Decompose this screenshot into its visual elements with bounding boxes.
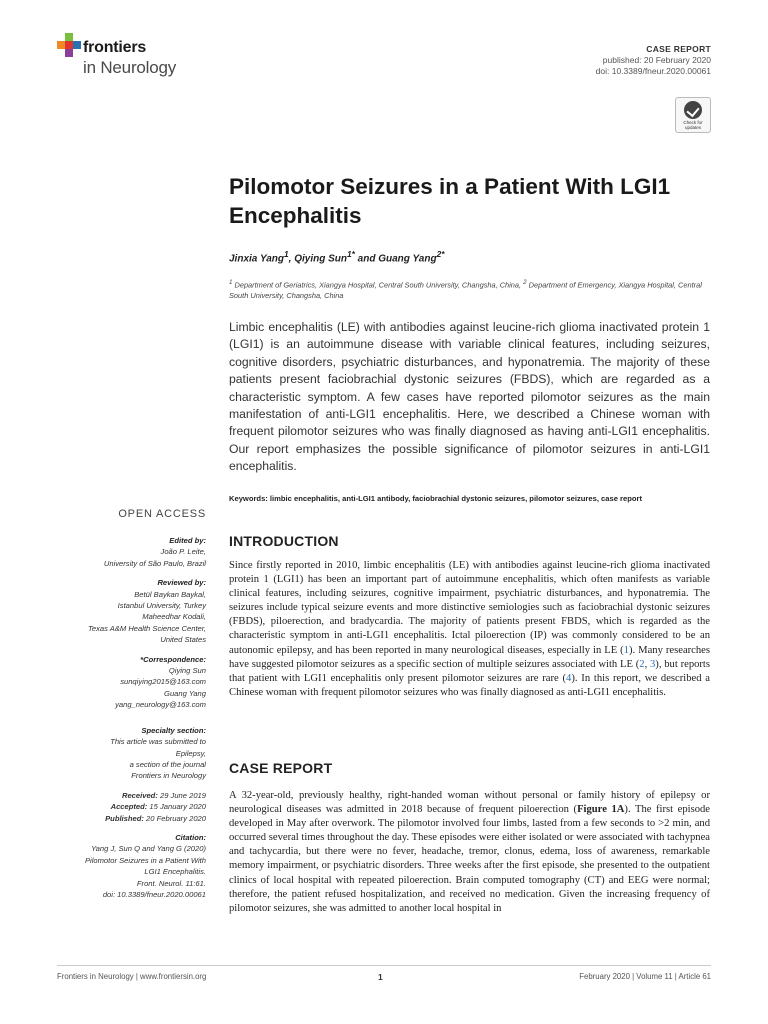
citation-label: Citation: [175, 832, 206, 842]
editor-name[interactable]: João P. Leite, [160, 547, 206, 557]
journal-logo [57, 33, 197, 81]
frontiers-logo-icon [57, 33, 81, 61]
correspondent-email-link[interactable]: yang_neurology@163.com [115, 700, 206, 710]
published-date: published: 20 February 2020 [602, 55, 711, 65]
author-name[interactable]: Jinxia Yang [229, 253, 285, 265]
affiliations [229, 277, 709, 301]
editor-affiliation: University of São Paulo, Brazil [103, 558, 206, 568]
case-report-paragraph: A 32-year-old, previously healthy, right-handed woman without personal or family history of epilepsy or neurological diseases was admitted in 2018 because of frequent piloerection (Figure 1A). The first episode developed in May after overwork. The pilomotor involved four limbs, lasted from a few seconds to >2 min, and occurred several times throughout the day. These episodes were either isolated or were associated with tachypnea and tachycardia, but there were no fever, headache, tremor, clonus, edema, loss of awareness, remarkable memory impairment, or psychiatric disorders. Three weeks after the first episode, she presented to the outpatient clinics of local hospital with repeated piloerection. Brain computed tomography (CT) and EEG were normal; therefore, the patient refused hospitalization, and received no medication. Given the increasing frequency of pilomotor seizures, she was admitted to another local hospital in [229, 790, 711, 914]
specialty-text: This article was submitted to [110, 737, 206, 747]
correspondent-name: Guang Yang [164, 688, 206, 698]
specialty-text: Frontiers in Neurology [131, 771, 206, 781]
open-access-label: OPEN ACCESS [118, 508, 206, 520]
reference-link[interactable]: 4 [566, 672, 572, 684]
footer-issue-info: February 2020 | Volume 11 | Article 61 [579, 972, 711, 981]
received-label: Received: [121, 790, 158, 800]
citation-text: Front. Neurol. 11:61. [136, 878, 206, 888]
author-name[interactable]: Guang Yang [378, 253, 437, 265]
citation-text: Yang J, Sun Q and Yang G (2020) [91, 844, 206, 854]
journal-subtitle: in Neurology [83, 58, 177, 77]
specialty-text: Epilepsy, [175, 748, 206, 758]
reviewed-by-label: Reviewed by: [157, 578, 206, 588]
accepted-date: Accepted: 15 January 2020 [110, 802, 206, 812]
doi-link[interactable]: doi: 10.3389/fneur.2020.00061 [595, 66, 711, 76]
citation-text: Pilomotor Seizures in a Patient With [84, 855, 206, 865]
citation-text: LGI1 Encephalitis. [144, 867, 206, 877]
introduction-heading: INTRODUCTION [229, 533, 339, 549]
sidebar-metadata [57, 535, 206, 900]
edited-by-label: Edited by: [169, 536, 206, 545]
author-superscript: 1 [284, 249, 289, 259]
footer-journal-link[interactable]: Frontiers in Neurology | www.frontiersin.org [57, 972, 207, 981]
reviewer-affiliation: Istanbul University, Turkey [117, 601, 206, 611]
affiliation-marker: 2 [523, 279, 527, 286]
reviewer-name[interactable]: Betül Baykan Baykal, [134, 589, 206, 599]
author-list [229, 249, 444, 264]
correspondent-name: Qiying Sun [168, 666, 206, 676]
affiliation-text: Department of Geriatrics, Xiangya Hospital, Central South University, Changsha, China, [232, 280, 524, 290]
received-date: Received: 29 June 2019 [121, 790, 206, 800]
journal-name: frontiers [83, 39, 147, 56]
checkmark-icon [684, 101, 702, 119]
article-title: Pilomotor Seizures in a Patient With LGI1 Encephalitis [229, 174, 671, 228]
reference-link[interactable]: 2 [639, 658, 645, 670]
author-superscript: 2* [436, 249, 445, 259]
specialty-text: a section of the journal [129, 759, 206, 769]
reference-link[interactable]: 1 [623, 644, 630, 656]
reviewer-affiliation: United States [160, 635, 206, 645]
author-name[interactable]: Qiying Sun [294, 253, 348, 265]
author-superscript: 1* [347, 249, 355, 259]
badge-label-2: updates [684, 125, 701, 130]
article-header-info [596, 44, 711, 77]
badge-label-1: Check for [683, 120, 703, 125]
correspondence-label: *Correspondence: [140, 654, 206, 664]
article-type: CASE REPORT [646, 44, 711, 54]
specialty-section-label: Specialty section: [141, 725, 206, 735]
citation-doi-link[interactable]: doi: 10.3389/fneur.2020.00061 [102, 889, 206, 899]
keywords: Keywords: limbic encephalitis, anti-LGI1 antibody, faciobrachial dystonic seizures, pilomotor seizures, case report [229, 494, 642, 503]
reviewer-name[interactable]: Maheedhar Kodali, [142, 612, 206, 622]
correspondent-email-link[interactable]: sunqiying2015@163.com [120, 677, 206, 687]
author-separator: , [288, 253, 295, 265]
page-number: 1 [378, 972, 383, 982]
published-label: Published: [105, 813, 144, 823]
reference-link[interactable]: 3 [650, 658, 656, 670]
abstract: Limbic encephalitis (LE) with antibodies against leucine-rich glioma inactivated protein 1 (LGI1) is an autoimmune disease with variable clinical features, including seizures, cognitive disorders, psychiatric disturbances, and hyponatremia. The majority of these patients present faciobrachial dystonic seizures (FBDS), which are regarded as a characteristic symptom. A few cases have reported pilomotor seizures as the main manifestation of anti-LGI1 encephalitis. Here, we described a Chinese woman with frequent pilomotor seizures who was finally diagnosed as having anti-LGI1 encephalitis. Our report emphasizes the possible significance of pilomotor seizures in anti-LGI1 encephalitis. [229, 320, 710, 474]
accepted-label: Accepted: [110, 802, 148, 812]
figure-link[interactable]: Figure 1A [577, 804, 625, 816]
affiliation-marker: 1 [229, 279, 233, 286]
published-date-sidebar: Published: 20 February 2020 [105, 813, 206, 823]
reviewer-affiliation: Texas A&M Health Science Center, [87, 623, 206, 633]
affiliation-text: Department of Emergency, Xiangya Hospital, Central South University, Changsha, China [229, 280, 702, 301]
author-separator: and [354, 253, 379, 265]
case-report-heading: CASE REPORT [229, 760, 333, 776]
footer-divider [57, 965, 711, 966]
introduction-paragraph: Since firstly reported in 2010, limbic encephalitis (LE) with antibodies against leucine-rich glioma inactivated protein 1 (LGI1) has been an important part of autoimmune encephalitis, which often manifests as variable clinical features, including seizures, cognitive impairment, psychiatric disturbances, and hyponatremia. The seizures include typical seizure events and more distinctive semiologies such as faciobrachial dystonic seizures (FBDS), piloerection, and bradycardia. The majority of patients present FBDS, which is regarded as the characteristic symptom in anti-LGI1 encephalitis. Ictal piloerection (IP) was commonly considered to be an autonomic epilepsy, and has been reported in many neurological diseases, especially in LE (1). Many researches have suggested pilomotor seizures as a specific section of multiple seizures associated with LE (2, 3), but reports that patient with LGI1 encephalitis only present pilomotor seizures are rare (4). In this report, we described a Chinese woman with frequent pilomotor seizures who was finally diagnosed as anti-LGI1 encephalitis. [229, 560, 711, 698]
check-for-updates-button[interactable] [675, 97, 711, 133]
